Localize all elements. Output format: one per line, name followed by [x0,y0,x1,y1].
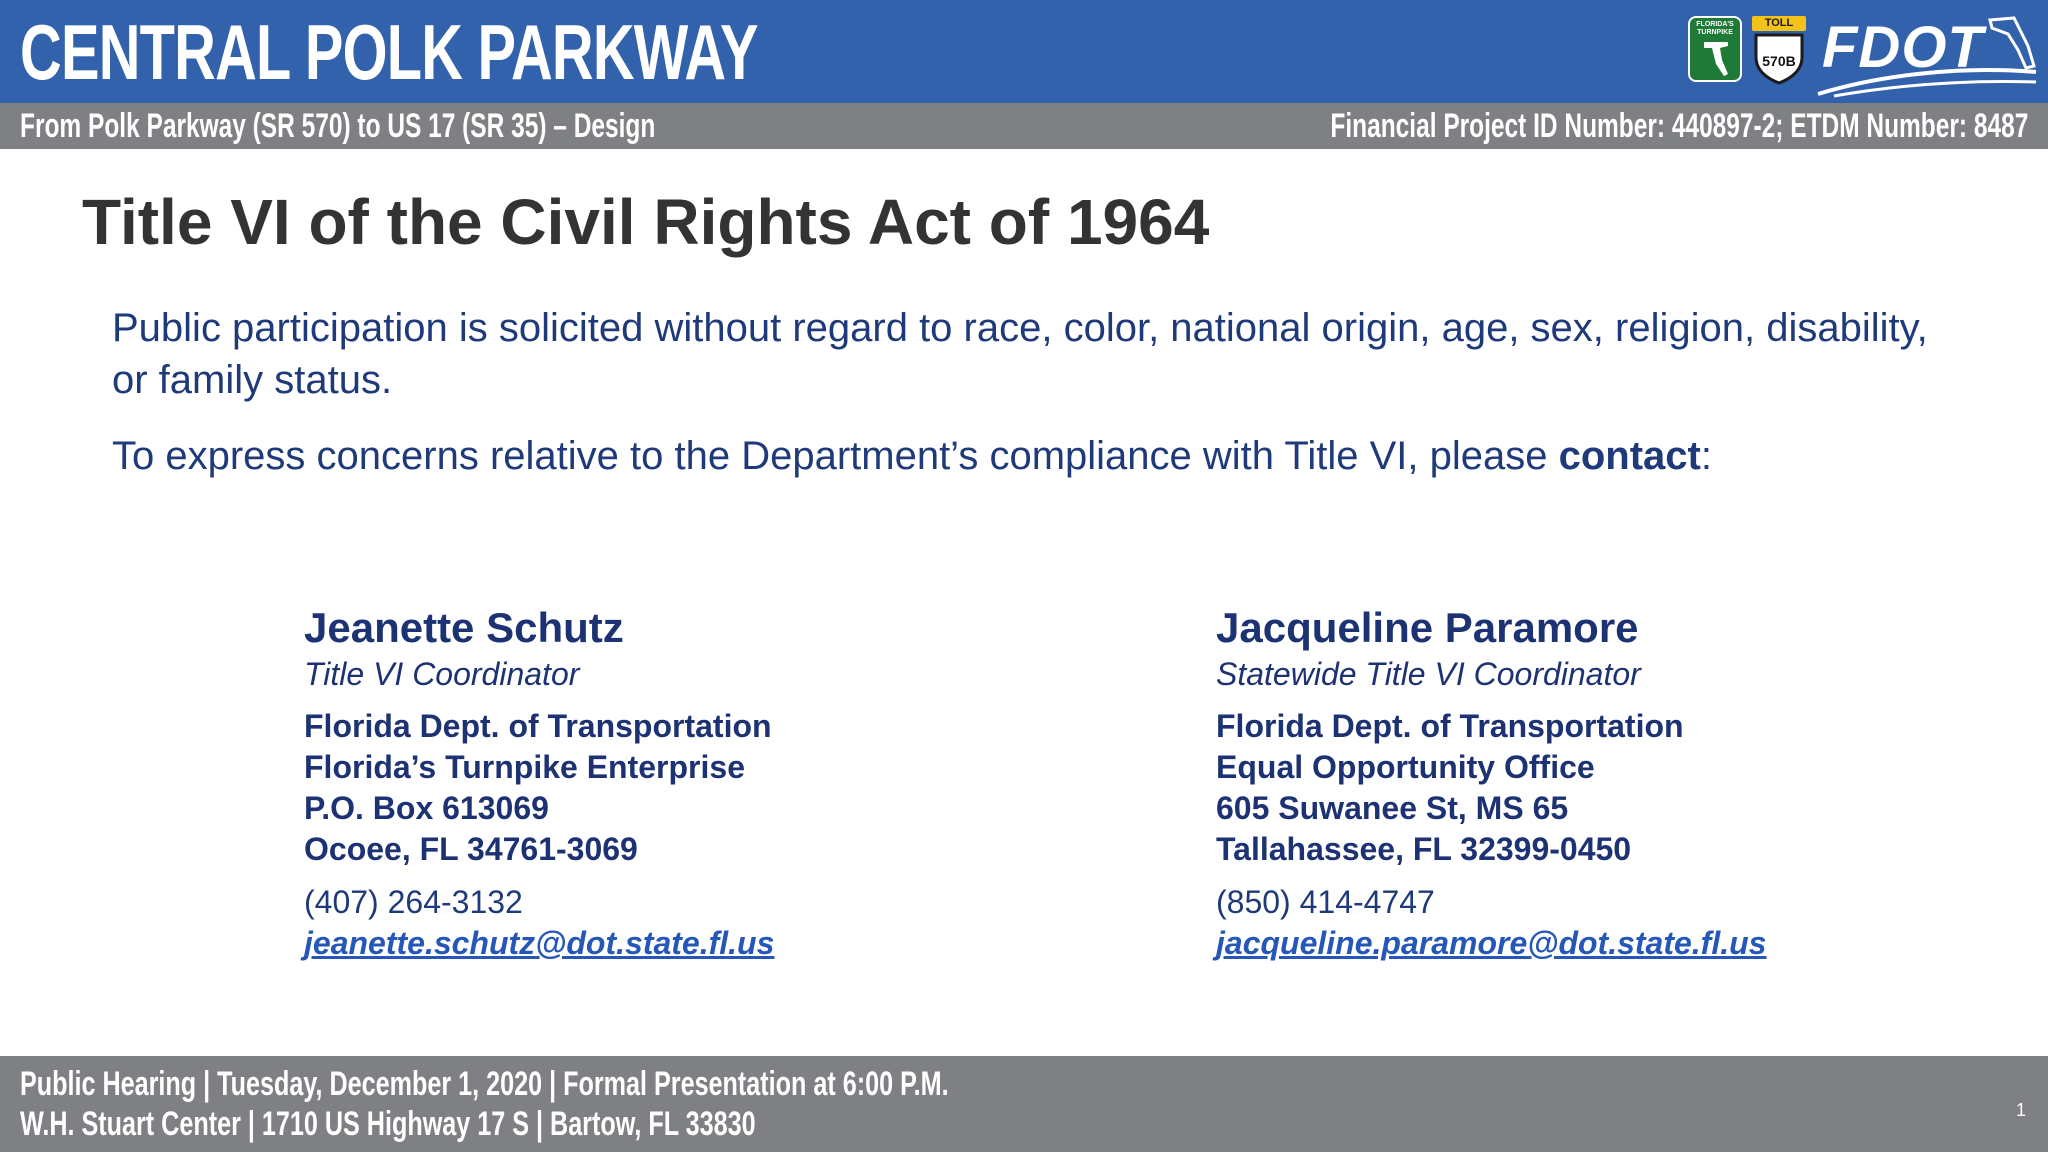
contact-address [304,706,774,870]
contact-card-schutz [304,602,774,964]
participation-statement: Public participation is solicited without regard to race, color, national origin, age, sex, religion, disability, or family status. [112,306,1928,402]
slide-title: Title VI of the Civil Rights Act of 1964 [82,186,1210,258]
logo-group [1688,14,2038,98]
address-line: Florida Dept. of Transportation [304,708,772,744]
contact-email-link[interactable]: jeanette.schutz@dot.state.fl.us [304,925,775,961]
page-number: 1 [2015,1100,2026,1120]
address-line: Ocoee, FL 34761-3069 [304,831,638,867]
address-line: 605 Suwanee St, MS 65 [1216,790,1569,826]
contact-email-link[interactable]: jacqueline.paramore@dot.state.fl.us [1216,925,1767,961]
project-id: Financial Project ID Number: 440897-2; ETDM Number: 8487 [1330,107,2028,145]
contact-instruction [112,430,1942,482]
address-line: P.O. Box 613069 [304,790,549,826]
contact-name: Jeanette Schutz [304,604,624,651]
toll-route-number: 570B [1762,53,1796,69]
contact-name: Jacqueline Paramore [1216,604,1639,651]
address-line: Florida’s Turnpike Enterprise [304,749,745,785]
contact-card-paramore [1216,602,1766,964]
contact-phone: (850) 414-4747 [1216,884,1435,920]
toll-570b-logo [1752,16,1806,84]
contact-address [1216,706,1766,870]
contact-instruction-end: : [1700,434,1712,478]
address-line: Equal Opportunity Office [1216,749,1595,785]
hearing-location: W.H. Stuart Center | 1710 US Highway 17 S | Bartow, FL 33830 [20,1105,756,1143]
contact-role: Statewide Title VI Coordinator [1216,656,1641,692]
contact-instruction-text: To express concerns relative to the Department’s compliance with Title VI, please [112,434,1559,478]
turnpike-logo-text: FLORIDA'S TURNPIKE [1696,21,1734,36]
toll-label: TOLL [1752,16,1806,31]
project-limits: From Polk Parkway (SR 570) to US 17 (SR 35) – Design [20,107,656,145]
hearing-details: Public Hearing | Tuesday, December 1, 2020 | Formal Presentation at 6:00 P.M. [20,1065,949,1103]
project-title: CENTRAL POLK PARKWAY [20,8,758,96]
contact-role: Title VI Coordinator [304,656,580,692]
turnpike-logo [1688,16,1742,82]
florida-shape-icon [1702,40,1732,78]
address-line: Tallahassee, FL 32399-0450 [1216,831,1632,867]
address-line: Florida Dept. of Transportation [1216,708,1684,744]
contact-emphasis: contact [1558,434,1701,478]
contact-phone: (407) 264-3132 [304,884,523,920]
fdot-wordmark: FDOT [1822,15,1984,80]
